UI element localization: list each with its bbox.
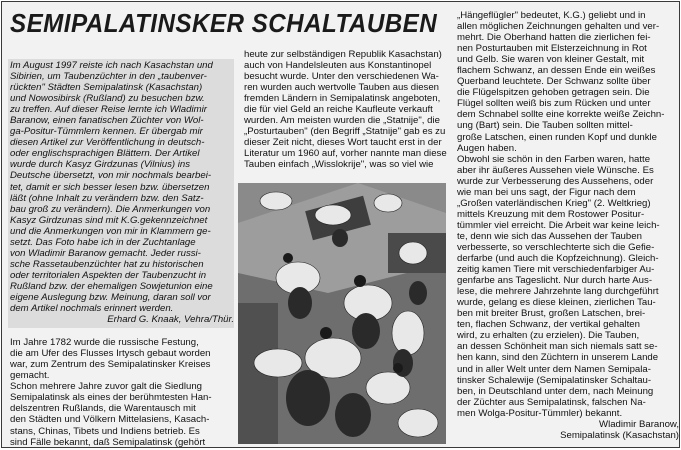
body-line: an dessen Schönheit man sich niemals satt se- bbox=[457, 341, 658, 353]
body-line: nen Posturtauben mit Elsterzeichnung in Rot bbox=[457, 43, 647, 55]
body-line: Im Jahre 1782 wurde die russische Festung, bbox=[10, 337, 199, 349]
body-line: gemacht. bbox=[10, 370, 50, 382]
intro-line: Sibirien, um Taubenzüchter in den „taubenver- bbox=[10, 71, 207, 83]
body-line: und Gelb. Sie waren von kleiner Gestalt, mit bbox=[457, 54, 645, 66]
body-line: „Posturtauben" (den Begriff „Statnije" gab es zu bbox=[244, 126, 446, 138]
body-line: Flügel sollten weiß bis zum Rücken und unter bbox=[457, 98, 651, 110]
body-line: Schon mehrere Jahre zuvor galt die Siedlung bbox=[10, 381, 202, 393]
intro-line: von Wladimir Baranow gemacht. Jeder russi- bbox=[10, 247, 201, 259]
body-line: aber ihr äußeres Aussehen viele Wünsche. Es bbox=[457, 164, 654, 176]
body-line: wird, zu erhalten (zu erzielen). Die Tauben, bbox=[457, 330, 640, 342]
body-line: auch von Handelsleuten aus Konstantinopel bbox=[244, 60, 432, 72]
body-line: den Städten und Völkern Mittelasiens, Kasach- bbox=[10, 414, 210, 426]
intro-line: setzt. Das Foto habe ich in der Zuchtanlage bbox=[10, 236, 196, 248]
intro-line: rückten" Städten Semipalatinsk (Kasachstan) bbox=[10, 82, 203, 94]
body-line: verbesserte, so verschlechterte sich die Gefie- bbox=[457, 241, 655, 253]
body-line: Querband leuchtete. Der Schwanz sollte über bbox=[457, 76, 651, 88]
body-line: mehrt. Die Oberhand hatten die zierlichen fei- bbox=[457, 32, 651, 44]
body-line: allen möglichen Zeichnungen gehalten und ver- bbox=[457, 21, 660, 33]
body-line: wurde zur Verbesserung des Aussehens, oder bbox=[457, 175, 654, 187]
intro-line: Deutsche übersetzt, von mir nochmals bearbei- bbox=[10, 170, 212, 182]
body-line: große Latschen, einen runden Kopf und dunkle bbox=[457, 131, 658, 143]
intro-line: Im August 1997 reiste ich nach Kasachstan und bbox=[10, 60, 213, 71]
body-line: mittels Kreuzung mit dem Rostower Positur- bbox=[457, 208, 645, 220]
intro-line: tet, damit er sich besser lesen bzw. übersetzen bbox=[10, 181, 210, 193]
intro-line: oder englischsprachigen Blättern. Der Artikel bbox=[10, 148, 200, 160]
body-line: Literatur um 1960 auf, vorher nannte man diese bbox=[244, 148, 447, 160]
body-line: ung (Bart) sein. Die Tauben sollten mittel- bbox=[457, 120, 633, 132]
body-line: die am Ufer des Flusses Irtysch gebaut worden bbox=[10, 348, 211, 360]
column-middle bbox=[244, 2, 462, 171]
body-line: wurde, gelang es diese kleinen, zierlichen Tau- bbox=[457, 297, 656, 309]
intro-line: Rußland bzw. der ehemaligen Sowjetunion eine bbox=[10, 280, 213, 292]
intro-line: dem Artikel nochmals erinnert werden. bbox=[10, 303, 174, 315]
body-line: wie man bei uns sagt, der Figur nach dem bbox=[457, 186, 636, 198]
body-line: hen kann, sind den Züchtern in unserem Lande bbox=[457, 352, 659, 364]
intro-line: wurde durch Kasyz Girdzunas (Vilnius) ins bbox=[10, 159, 191, 171]
body-line: stans, Chinas, Tibets und Indiens betrieb. Es bbox=[10, 425, 200, 437]
body-line: tümmler viel erreicht. Die Arbeit war keine leich- bbox=[457, 219, 660, 231]
intro-line: sche Rassetaubenzüchter hat zu historischen bbox=[10, 258, 204, 270]
editor-introduction bbox=[8, 59, 234, 328]
body-line: ren wurden auch wertvolle Tauben aus diesen bbox=[244, 82, 440, 94]
body-line: und in aller Welt unter dem Namen Semipala- bbox=[457, 363, 651, 375]
body-line: flachem Schwanz, an dessen Ende ein weißes bbox=[457, 65, 656, 77]
intro-line: ga-Positur-Tümmlern kennen. Er übergab mir bbox=[10, 126, 203, 138]
body-line: ben, in Deutschland unter dem, nach Meinung bbox=[457, 385, 654, 397]
body-line: Augen haben. bbox=[457, 142, 517, 154]
column-right bbox=[457, 2, 679, 441]
intro-line: oder territorialen Aspekten der Taubenzucht in bbox=[10, 269, 207, 281]
body-line: Semipalatinsk als eines der berühmtesten Han- bbox=[10, 392, 212, 404]
body-line: Obwohl sie schön in den Farben waren, hatte bbox=[457, 153, 651, 165]
body-line: tinsker Schalewije (Semipalatinsker Schaltau- bbox=[457, 374, 652, 386]
body-line: wurden. Am meisten wurden die „Statnije", die bbox=[244, 115, 440, 127]
author-name: Wladimir Baranow, bbox=[599, 418, 679, 430]
body-line: die für viel Geld an reiche Kaufleute verkauft bbox=[244, 104, 433, 116]
intro-line: bau groß zu verändern). Die Anmerkungen von bbox=[10, 203, 211, 215]
body-line: „Hängeflügler" bedeutet, K.G.) geliebt und in bbox=[457, 10, 646, 21]
body-line: delszentren Rußlands, die Warentausch mit bbox=[10, 403, 196, 415]
body-line: derfarbe (und auch die Kopfzeichnung). Gleich- bbox=[457, 253, 659, 265]
body-line: die Flügelspitzen gehoben getragen sein. Die bbox=[457, 87, 650, 99]
body-line: Tauben einfach „Wisslokrije", was so viel wie bbox=[244, 159, 434, 171]
body-line: war, zum Zentrum des Semipalatinsker Kreises bbox=[10, 359, 211, 371]
body-line: besucht wurde. Unter den verschiedenen Wa- bbox=[244, 71, 439, 83]
intro-line: läßt (ohne Inhalt zu verändern bzw. den Satz- bbox=[10, 192, 204, 204]
intro-line: Kasyz Girdzunas sind mit K.G.gekennzeichnet bbox=[10, 214, 208, 226]
body-line: ben mit breiter Brust, großen Latschen, brei- bbox=[457, 308, 646, 320]
body-line: sind Fälle bekannt, daß Semipalatinsk (gehört bbox=[10, 436, 206, 448]
body-line: „Großen vaterländischen Krieg" (2. Weltkrieg) bbox=[457, 197, 651, 209]
body-line: der Züchter aus Semipalatinsk, falschen Na- bbox=[457, 396, 646, 408]
body-line: heute zur selbständigen Republik Kasachstan) bbox=[244, 49, 442, 60]
body-line: dem Schnabel sollte eine korrekte weiße Zeichn- bbox=[457, 109, 665, 121]
intro-line: diesen Artikel zur Veröffentlichung in deutsch- bbox=[10, 137, 205, 149]
pigeons-illustration bbox=[238, 183, 446, 444]
pigeon-photo bbox=[238, 183, 446, 444]
body-line: genfarbe ans Tageslicht. Nur durch harte Aus- bbox=[457, 275, 653, 287]
body-line: zeitig kamen Tiere mit verschiedenfarbiger Au- bbox=[457, 264, 655, 276]
newspaper-page bbox=[1, 1, 680, 448]
body-line: men Wolga-Positur-Tümmler) bekannt. bbox=[457, 407, 623, 419]
column-left bbox=[10, 59, 234, 448]
intro-line: Baranow, einen fanatischen Züchter von Wol- bbox=[10, 115, 204, 127]
body-line: fremden Ländern in Semipalatinsk angeboten, bbox=[244, 93, 441, 105]
intro-line: zu treffen. Auf dieser Reise lernte ich Wladimir bbox=[10, 104, 207, 116]
article-title: SEMIPALATINSKER SCHALTAUBEN bbox=[10, 8, 438, 38]
body-line: ten, flachen Schwanz, der vertikal gehalten bbox=[457, 319, 640, 331]
body-line: te, denn wie sich das Aussehen der Tauben bbox=[457, 230, 642, 242]
author-city: Semipalatinsk (Kasachstan) bbox=[560, 429, 679, 441]
intro-signature: Erhard G. Knaak, Vehra/Thür. bbox=[107, 314, 234, 326]
body-line: dieser Zeit nicht, dieses Wort taucht erst in der bbox=[244, 137, 442, 149]
intro-line: und die Anmerkungen von mir in Klammern ge- bbox=[10, 225, 211, 237]
intro-line: und Nowosibirsk (Rußland) zu besuchen bzw. bbox=[10, 93, 205, 105]
body-line: lese, die mehrere Jahrzehnte lang durchgeführt bbox=[457, 286, 659, 298]
intro-line: eigene Auslegung bzw. Meinung, daran soll vor bbox=[10, 291, 211, 303]
